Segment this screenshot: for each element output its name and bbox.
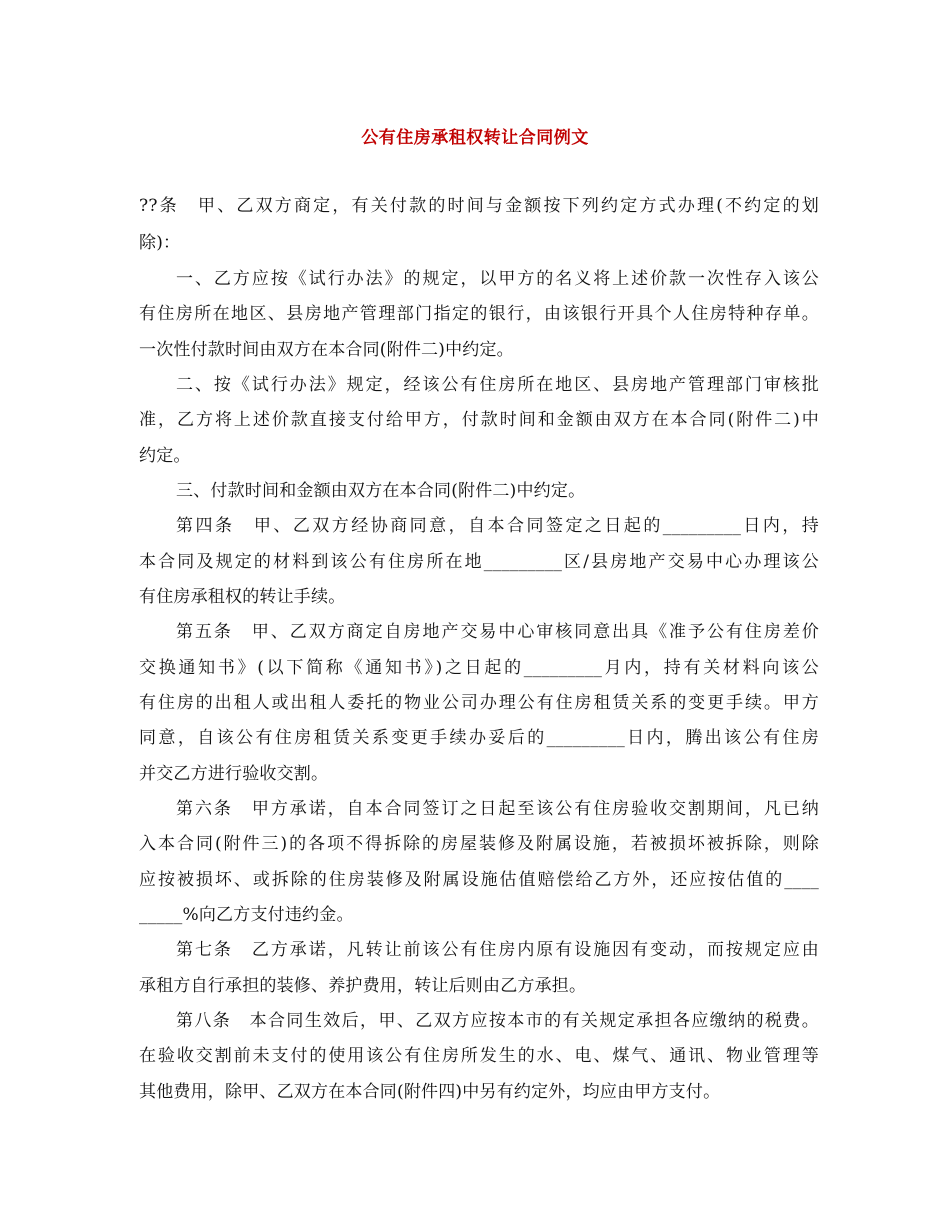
text-line: 一次性付款时间由双方在本合同(附件二)中约定。 — [139, 340, 514, 360]
text-line: 第七条 乙方承诺，凡转让前该公有住房内原有设施因有变动，而按规定应由 — [176, 940, 819, 960]
text-line: 并交乙方进行验收交割。 — [139, 764, 329, 784]
text-line: 准，乙方将上述价款直接支付给甲方，付款时间和金额由双方在本合同(附件二)中 — [139, 410, 819, 430]
text-line: 有住房承租权的转让手续。 — [139, 587, 346, 607]
text-line: 第四条 甲、乙双方经协商同意，自本合同签定之日起的_________日内，持 — [176, 516, 819, 536]
text-line: 一、乙方应按《试行办法》的规定，以甲方的名义将上述价款一次性存入该公 — [176, 269, 819, 289]
text-line: 有住房的出租人或出租人委托的物业公司办理公有住房租赁关系的变更手续。甲方 — [139, 693, 819, 713]
text-line: 约定。 — [139, 446, 191, 466]
text-line: 入本合同(附件三)的各项不得拆除的房屋装修及附属设施，若被损坏被拆除，则除 — [139, 834, 819, 854]
text-line: 本合同及规定的材料到该公有住房所在地_________区/县房地产交易中心办理该公 — [139, 552, 819, 572]
text-line: 第八条 本合同生效后，甲、乙双方应按本市的有关规定承担各应缴纳的税费。 — [176, 1011, 819, 1031]
text-line: 除)： — [139, 233, 181, 253]
text-line: 第六条 甲方承诺，自本合同签订之日起至该公有住房验收交割期间，凡已纳 — [176, 799, 819, 819]
text-line: 其他费用，除甲、乙双方在本合同(附件四)中另有约定外，均应由甲方支付。 — [139, 1082, 721, 1102]
text-line: 有住房所在地区、县房地产管理部门指定的银行，由该银行开具个人住房特种存单。 — [139, 304, 819, 324]
text-line: 第五条 甲、乙双方商定自房地产交易中心审核同意出具《准予公有住房差价 — [176, 622, 819, 642]
text-line: 三、付款时间和金额由双方在本合同(附件二)中约定。 — [176, 481, 586, 501]
text-line: ??条 甲、乙双方商定，有关付款的时间与金额按下列约定方式办理(不约定的划 — [139, 196, 819, 216]
document-title: 公有住房承租权转让合同例文 — [361, 128, 589, 148]
text-line: 应按被损坏、或拆除的住房装修及附属设施估值赔偿给乙方外，还应按估值的____ — [139, 870, 819, 890]
text-line: _____%向乙方支付违约金。 — [139, 905, 354, 925]
text-line: 承租方自行承担的装修、养护费用，转让后则由乙方承担。 — [139, 976, 587, 996]
text-line: 同意，自该公有住房租赁关系变更手续办妥后的_________日内，腾出该公有住房 — [139, 728, 819, 748]
text-line: 在验收交割前未支付的使用该公有住房所发生的水、电、煤气、通讯、物业管理等 — [139, 1046, 819, 1066]
text-line: 二、按《试行办法》规定，经该公有住房所在地区、县房地产管理部门审核批 — [176, 375, 819, 395]
text-line: 交换通知书》(以下简称《通知书》)之日起的_________月内，持有关材料向该公 — [139, 658, 819, 678]
